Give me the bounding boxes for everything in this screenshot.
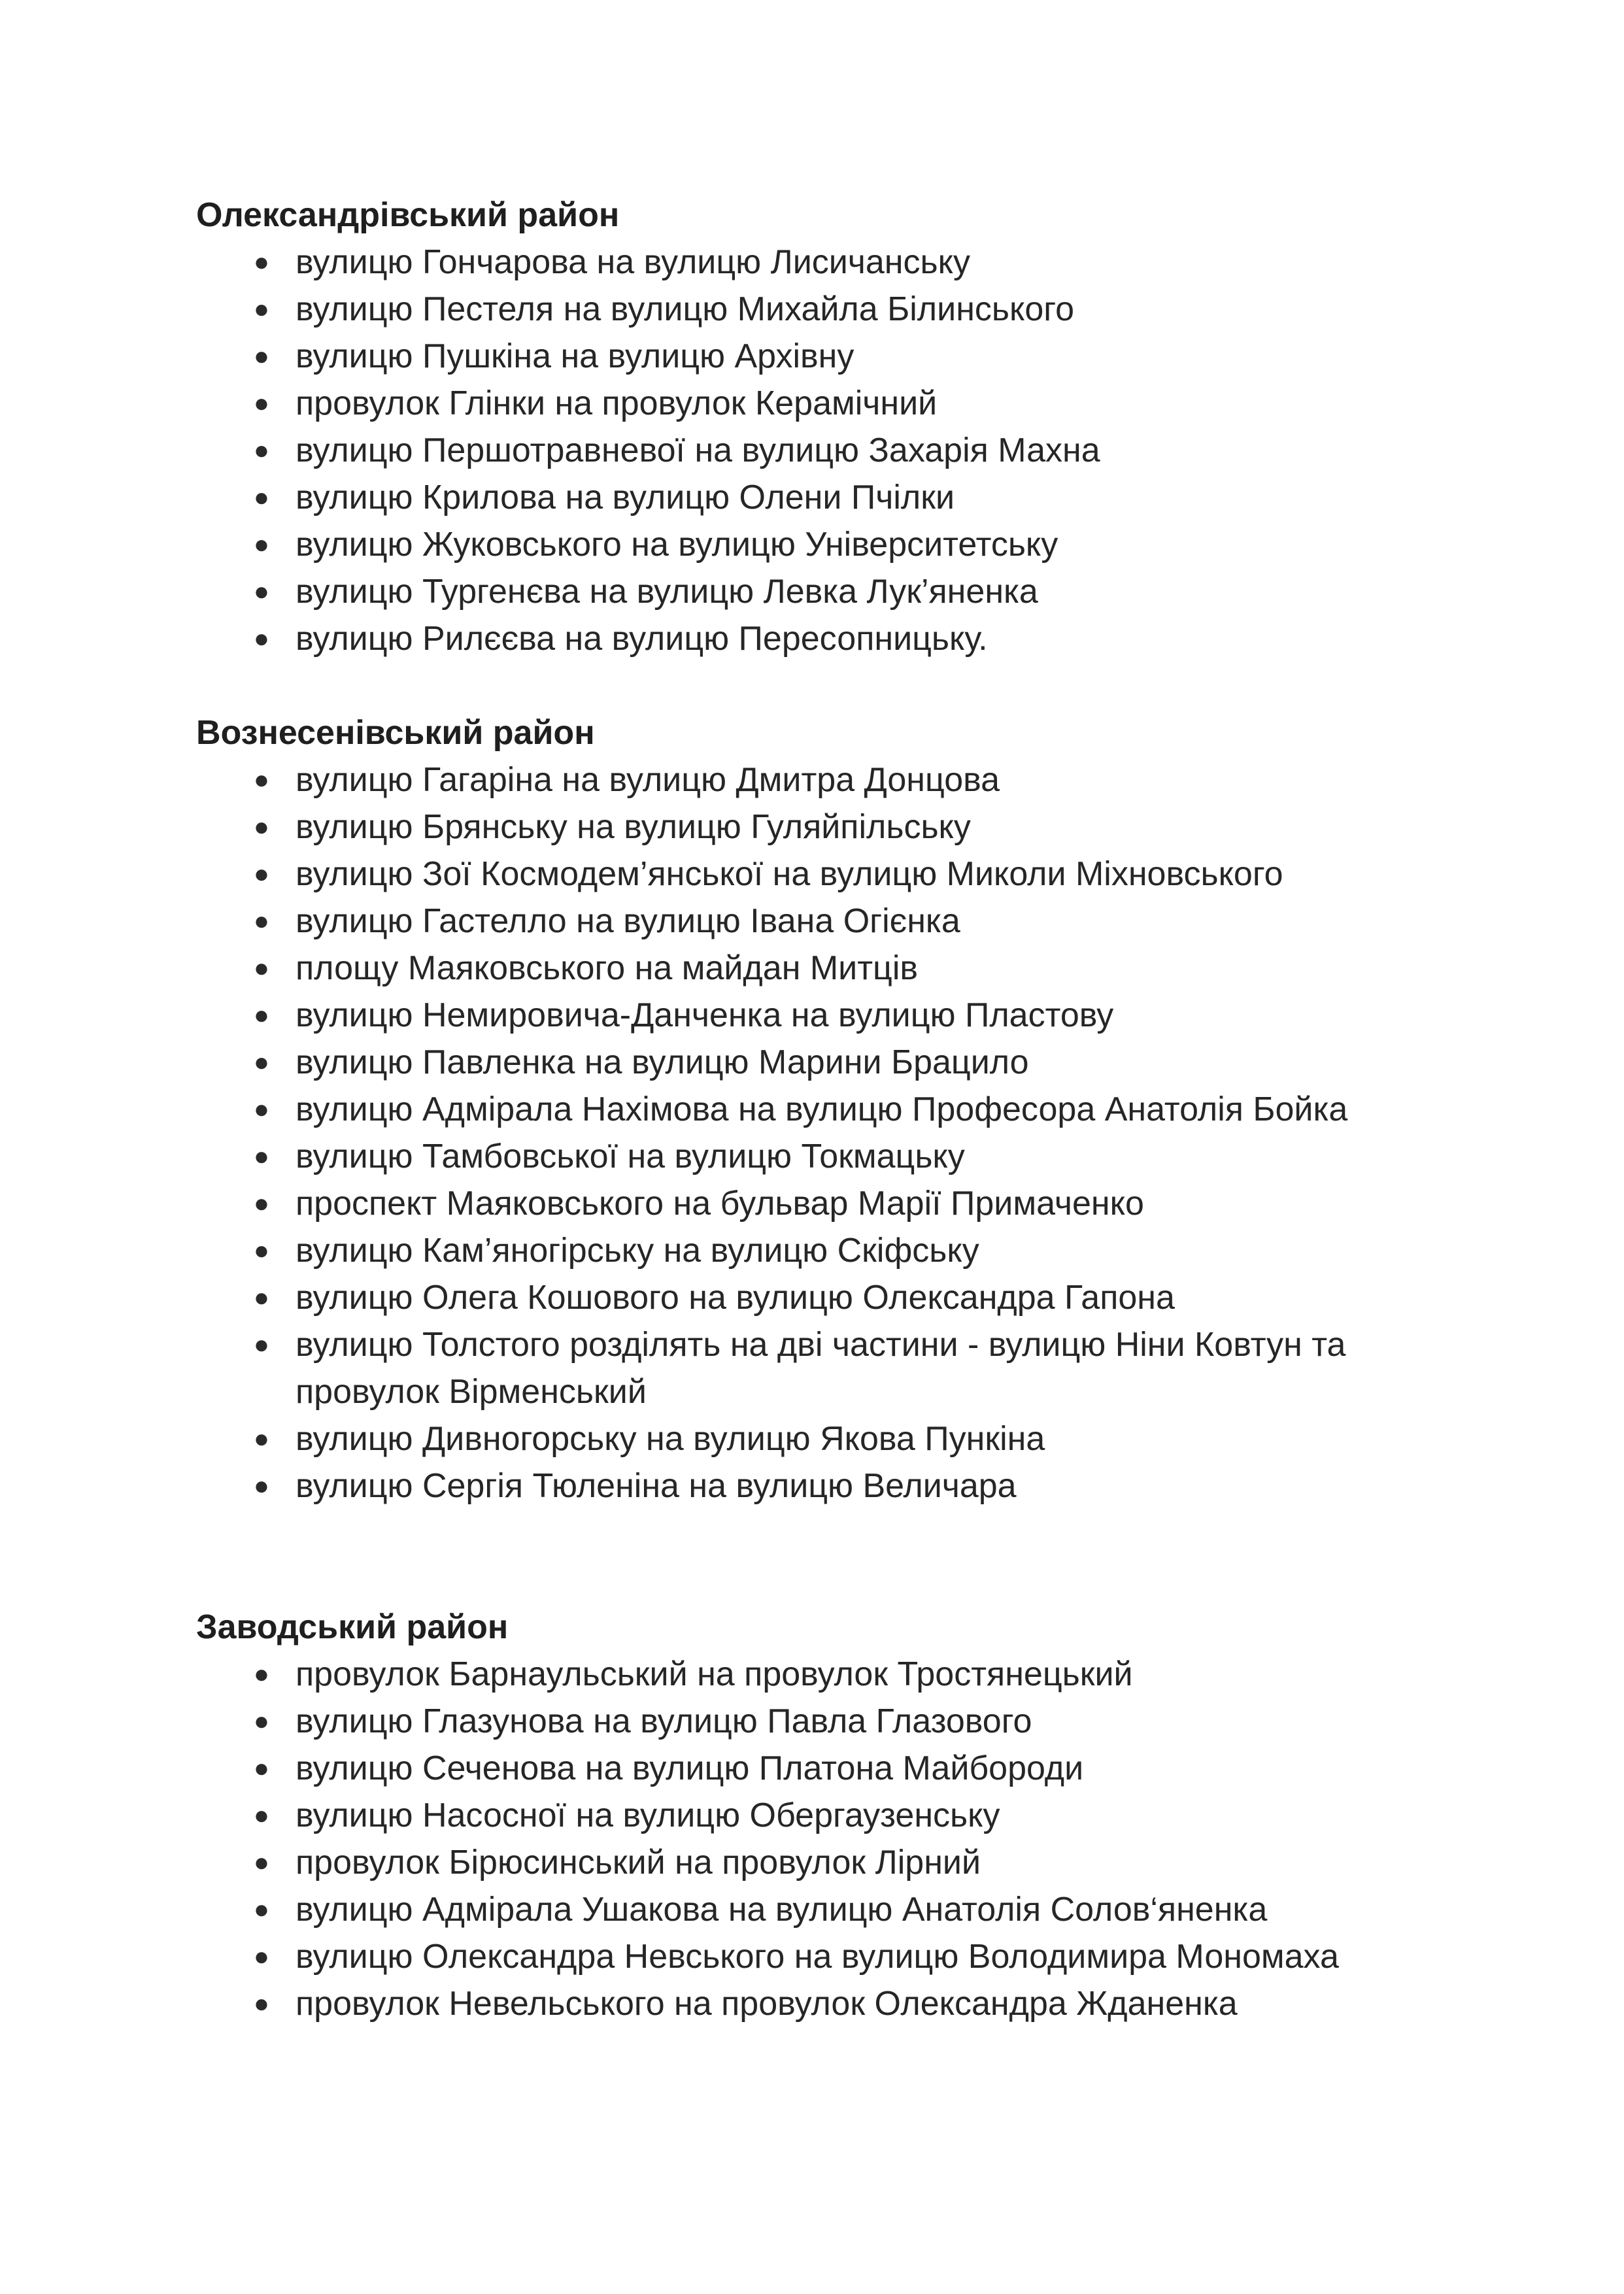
bullet-icon: ● xyxy=(253,1095,270,1124)
list-item-text: вулицю Сергія Тюленіна на вулицю Величара xyxy=(296,1467,1017,1505)
list-item-text: вулицю Толстого розділять на дві частини - вулицю Ніни Ковтун та провулок Вірменський xyxy=(296,1326,1346,1411)
list-item-text: вулицю Тамбовської на вулицю Токмацьку xyxy=(296,1138,965,1175)
list-item xyxy=(196,1886,1478,1933)
list-item xyxy=(196,1227,1478,1274)
list-item xyxy=(196,1745,1478,1792)
list-item-text: провулок Бірюсинський на провулок Лірний xyxy=(296,1844,981,1881)
bullet-icon: ● xyxy=(253,1801,270,1830)
section-title: Заводський район xyxy=(196,1608,509,1646)
list-item-text: провулок Барнаульський на провулок Тростянецький xyxy=(296,1655,1133,1693)
list-item-text: вулицю Гагаріна на вулицю Дмитра Донцова xyxy=(296,761,1000,799)
list-item xyxy=(196,333,1478,380)
list-item-text: вулицю Павленка на вулицю Марини Брацило xyxy=(296,1043,1029,1081)
section-oleksandrivskyi xyxy=(196,192,1478,662)
list-item xyxy=(196,1462,1478,1510)
bullet-icon: ● xyxy=(253,1660,270,1689)
rename-list xyxy=(196,239,1478,662)
list-item-text: вулицю Адмірала Нахімова на вулицю Професора Анатолія Бойка xyxy=(296,1090,1348,1128)
bullet-icon: ● xyxy=(253,1472,270,1500)
bullet-icon: ● xyxy=(253,389,270,418)
list-item xyxy=(196,1980,1478,2027)
bullet-icon: ● xyxy=(253,342,270,371)
list-item-text: вулицю Сеченова на вулицю Платона Майбороди xyxy=(296,1749,1084,1787)
list-item-text: вулицю Олександра Невського на вулицю Володимира Мономаха xyxy=(296,1938,1339,1976)
bullet-icon: ● xyxy=(253,1189,270,1218)
bullet-icon: ● xyxy=(253,1330,270,1359)
bullet-icon: ● xyxy=(253,1425,270,1453)
bullet-icon: ● xyxy=(253,1895,270,1924)
section-voznesenivskyi xyxy=(196,709,1478,1510)
list-item xyxy=(196,286,1478,333)
list-item-text: вулицю Дивногорську на вулицю Якова Пункіна xyxy=(296,1420,1045,1458)
section-title: Вознесенівський район xyxy=(196,714,595,752)
list-item xyxy=(196,1839,1478,1886)
list-item-text: вулицю Пушкіна на вулицю Архівну xyxy=(296,337,854,375)
bullet-icon: ● xyxy=(253,483,270,512)
list-item-text: вулицю Адмірала Ушакова на вулицю Анатолія Солов‘яненка xyxy=(296,1891,1268,1929)
spacer xyxy=(196,1510,1478,1604)
list-item-text: вулицю Жуковського на вулицю Університетську xyxy=(296,526,1058,564)
list-item xyxy=(196,1039,1478,1086)
list-item-text: вулицю Тургенєва на вулицю Левка Лук’яненка xyxy=(296,573,1038,611)
list-item xyxy=(196,1933,1478,1980)
bullet-icon: ● xyxy=(253,860,270,888)
list-item xyxy=(196,1415,1478,1462)
list-item xyxy=(196,1651,1478,1698)
list-item-text: провулок Глінки на провулок Керамічний xyxy=(296,384,938,422)
list-item-text: вулицю Гастелло на вулицю Івана Огієнка xyxy=(296,902,960,940)
list-item xyxy=(196,427,1478,474)
bullet-icon: ● xyxy=(253,1848,270,1877)
section-title: Олександрівський район xyxy=(196,196,620,234)
bullet-icon: ● xyxy=(253,1989,270,2018)
bullet-icon: ● xyxy=(253,1283,270,1312)
list-item xyxy=(196,1133,1478,1180)
bullet-icon: ● xyxy=(253,907,270,936)
bullet-icon: ● xyxy=(253,1001,270,1030)
list-item-text: вулицю Немировича-Данченка на вулицю Пластову xyxy=(296,996,1114,1034)
list-item xyxy=(196,568,1478,615)
list-item-text: вулицю Кам’яногірську на вулицю Скіфську xyxy=(296,1232,979,1270)
list-item-text: вулицю Рилєєва на вулицю Пересопницьку. xyxy=(296,620,988,658)
list-item-text: вулицю Гончарова на вулицю Лисичанську xyxy=(296,243,970,281)
list-item xyxy=(196,1180,1478,1227)
bullet-icon: ● xyxy=(253,530,270,559)
bullet-icon: ● xyxy=(253,954,270,983)
bullet-icon: ● xyxy=(253,1236,270,1265)
list-item xyxy=(196,474,1478,521)
list-item-text: вулицю Першотравневої на вулицю Захарія Махна xyxy=(296,431,1100,469)
list-item xyxy=(196,521,1478,568)
list-item xyxy=(196,239,1478,286)
section-zavodskyi xyxy=(196,1604,1478,2027)
list-item-text: вулицю Брянську на вулицю Гуляйпільську xyxy=(296,808,971,846)
bullet-icon: ● xyxy=(253,624,270,653)
list-item xyxy=(196,615,1478,662)
bullet-icon: ● xyxy=(253,766,270,794)
list-item-text: вулицю Зої Космодем’янської на вулицю Миколи Міхновського xyxy=(296,855,1283,893)
list-item-text: вулицю Насосної на вулицю Обергаузенську xyxy=(296,1796,1000,1834)
list-item-text: вулицю Глазунова на вулицю Павла Глазового xyxy=(296,1702,1032,1740)
list-item xyxy=(196,803,1478,851)
list-item xyxy=(196,898,1478,945)
list-item-text: проспект Маяковського на бульвар Марії Примаченко xyxy=(296,1185,1144,1223)
spacer xyxy=(196,662,1478,709)
list-item-text: площу Маяковського на майдан Митців xyxy=(296,949,918,987)
bullet-icon: ● xyxy=(253,577,270,606)
bullet-icon: ● xyxy=(253,436,270,465)
rename-list xyxy=(196,756,1478,1510)
document-page xyxy=(196,192,1478,2027)
list-item-text: провулок Невельського на провулок Олександра Жданенка xyxy=(296,1985,1238,2023)
list-item xyxy=(196,992,1478,1039)
rename-list xyxy=(196,1651,1478,2027)
bullet-icon: ● xyxy=(253,813,270,841)
list-item xyxy=(196,1792,1478,1839)
bullet-icon: ● xyxy=(253,248,270,277)
list-item xyxy=(196,756,1478,803)
list-item xyxy=(196,1274,1478,1321)
list-item xyxy=(196,380,1478,427)
list-item xyxy=(196,945,1478,992)
bullet-icon: ● xyxy=(253,1754,270,1783)
list-item-text: вулицю Пестеля на вулицю Михайла Білинського xyxy=(296,290,1074,328)
bullet-icon: ● xyxy=(253,1942,270,1971)
list-item xyxy=(196,1698,1478,1745)
list-item xyxy=(196,1321,1478,1415)
bullet-icon: ● xyxy=(253,1142,270,1171)
list-item-text: вулицю Олега Кошового на вулицю Олександра Гапона xyxy=(296,1279,1175,1317)
bullet-icon: ● xyxy=(253,295,270,324)
list-item xyxy=(196,1086,1478,1133)
bullet-icon: ● xyxy=(253,1048,270,1077)
list-item-text: вулицю Крилова на вулицю Олени Пчілки xyxy=(296,479,955,516)
list-item xyxy=(196,851,1478,898)
bullet-icon: ● xyxy=(253,1707,270,1736)
